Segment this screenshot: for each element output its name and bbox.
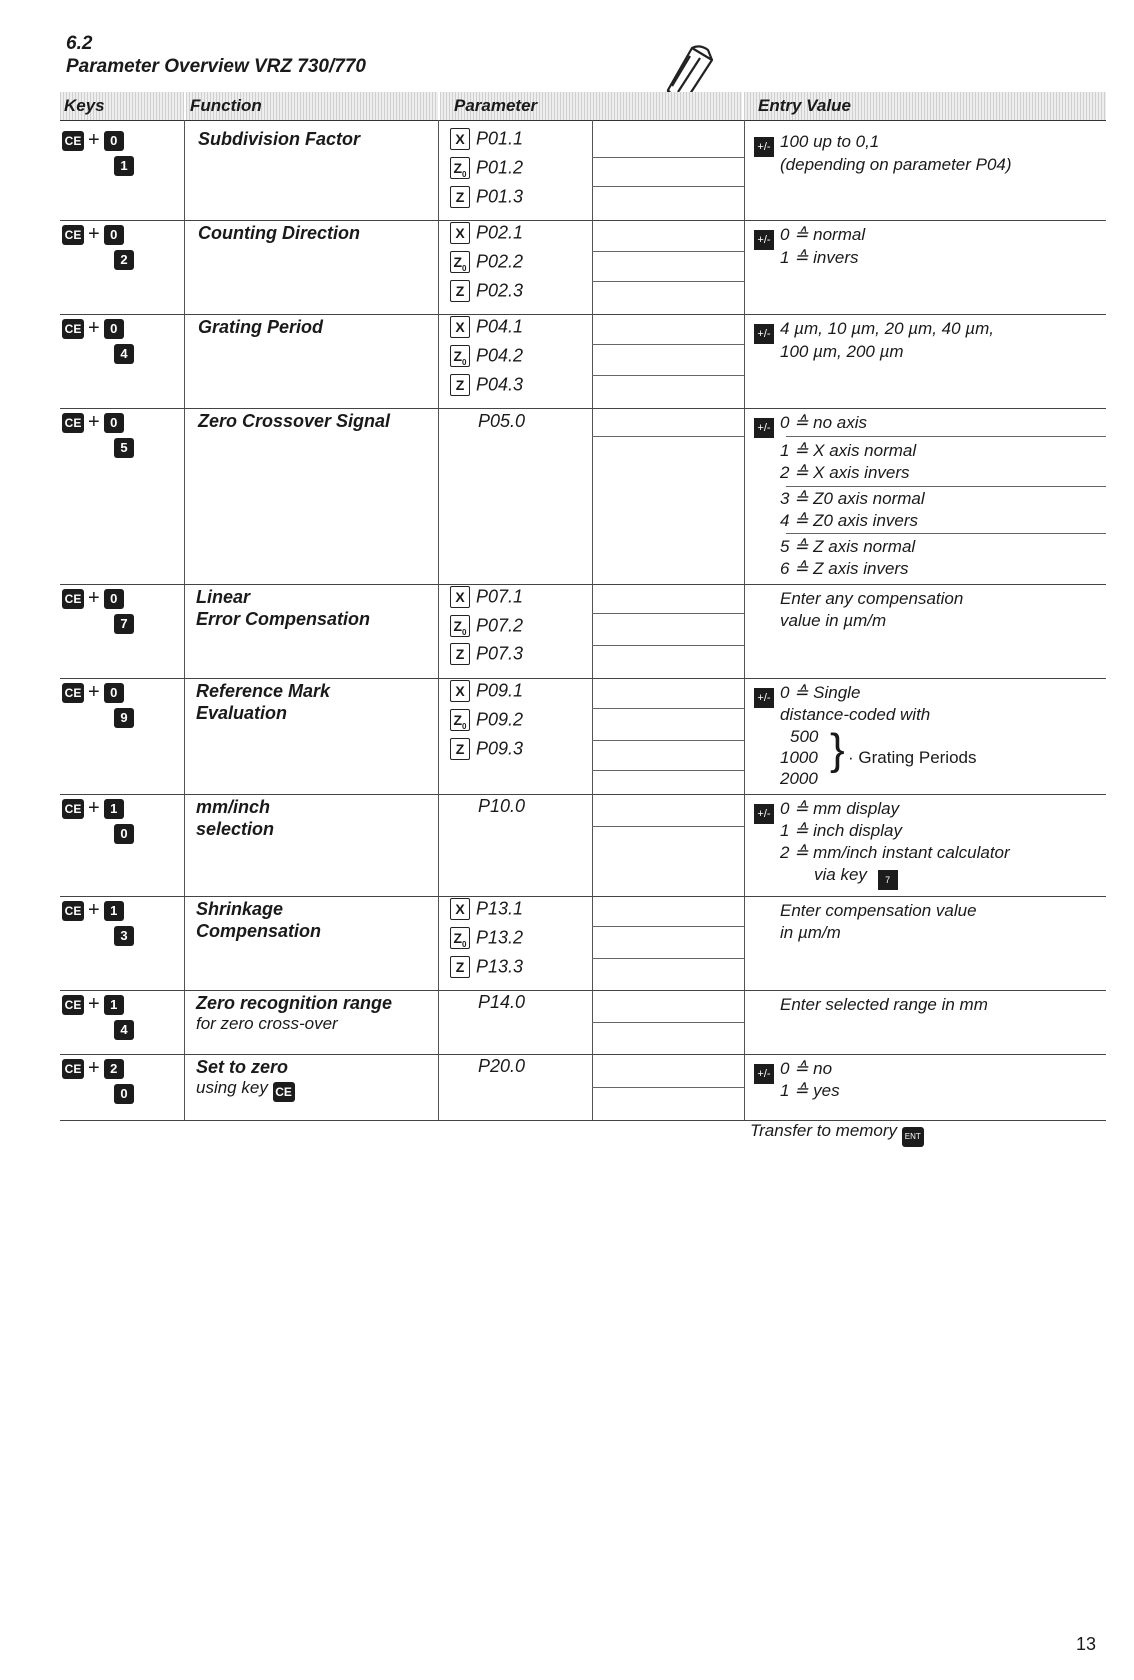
axis-z0-icon: $Z_0$ <box>450 709 470 731</box>
header-keys: Keys <box>60 92 184 120</box>
section-title: Parameter Overview VRZ 730/770 <box>66 56 366 77</box>
plus-minus-key-icon: +/- <box>754 1064 774 1084</box>
axis-x-icon: X <box>450 680 470 702</box>
axis-z0-icon: $Z_0$ <box>450 157 470 179</box>
key-digit: 0 <box>114 824 134 844</box>
axis-x-icon: X <box>450 128 470 150</box>
param-code: P01.1 <box>476 128 524 149</box>
axis-z-icon: Z <box>450 738 470 760</box>
function-label: Counting Direction <box>198 223 360 243</box>
function-label: Linear <box>196 587 251 607</box>
ce-key: CE <box>62 131 84 151</box>
ce-key: CE <box>62 901 84 921</box>
function-label: mm/inch <box>196 797 271 817</box>
function-sub: using key CE <box>196 1077 295 1102</box>
function-label: Set to zero <box>196 1057 289 1077</box>
param-code: P14.0 <box>478 992 526 1012</box>
key-digit: 0 <box>114 1084 134 1104</box>
param-code: P01.2 <box>476 157 524 178</box>
function-label: Grating Period <box>198 317 324 337</box>
key-digit: 1 <box>104 901 124 921</box>
axis-x-icon: X <box>450 222 470 244</box>
key-digit: 1 <box>104 995 124 1015</box>
page-number: 13 <box>1076 1634 1097 1654</box>
function-sub: for zero cross-over <box>196 1014 338 1033</box>
header-entry-value: Entry Value <box>744 92 1106 120</box>
section-number: 6.2 <box>66 33 93 54</box>
param-code: P10.0 <box>478 796 526 816</box>
ce-key: CE <box>62 799 84 819</box>
header-function: Function <box>186 92 438 120</box>
ce-key: CE <box>62 225 84 245</box>
param-code: P01.3 <box>476 186 524 207</box>
param-code: P05.0 <box>478 411 526 431</box>
key-digit: 7 <box>114 614 134 634</box>
ce-key: CE <box>62 413 84 433</box>
plus-minus-key-icon: +/- <box>754 137 774 157</box>
function-label: Evaluation <box>196 703 288 723</box>
ce-key: CE <box>62 319 84 339</box>
transfer-note: Transfer to memory ENT <box>750 1120 930 1147</box>
axis-z0-icon: $Z_0$ <box>450 251 470 273</box>
ent-key-icon: ENT <box>902 1127 924 1147</box>
axis-x-icon: X <box>450 316 470 338</box>
ce-key: CE <box>273 1082 295 1102</box>
key-digit: 0 <box>104 319 124 339</box>
function-label: Subdivision Factor <box>198 129 361 149</box>
key-digit: 1 <box>104 799 124 819</box>
key-digit: 0 <box>104 589 124 609</box>
function-label: Reference Mark <box>196 681 331 701</box>
axis-z0-icon: $Z_0$ <box>450 927 470 949</box>
axis-z-icon: Z <box>450 643 470 665</box>
plus-minus-key-icon: +/- <box>754 804 774 824</box>
key-digit: 3 <box>114 926 134 946</box>
key-digit: 2 <box>104 1059 124 1079</box>
ce-key: CE <box>62 995 84 1015</box>
function-label: Zero Crossover Signal <box>198 411 391 431</box>
table-row: CE + 0 <box>62 128 124 151</box>
ce-key: CE <box>62 589 84 609</box>
header-parameter: Parameter <box>440 92 742 120</box>
key-digit: 2 <box>114 250 134 270</box>
axis-z-icon: Z <box>450 374 470 396</box>
key-digit: 0 <box>104 131 124 151</box>
axis-z0-icon: $Z_0$ <box>450 615 470 637</box>
function-label: Compensation <box>196 921 322 941</box>
plus-minus-key-icon: +/- <box>754 230 774 250</box>
key-digit: 0 <box>104 683 124 703</box>
function-label: Zero recognition range <box>196 993 393 1013</box>
key-digit: 0 <box>104 413 124 433</box>
key-digit: 4 <box>114 344 134 364</box>
brace: } <box>830 725 845 774</box>
ce-key: CE <box>62 1059 84 1079</box>
function-label: Error Compensation <box>196 609 371 629</box>
key-7-icon: 7 <box>878 870 898 890</box>
plus-minus-key-icon: +/- <box>754 324 774 344</box>
ce-key: CE <box>62 683 84 703</box>
key-digit: 1 <box>114 156 134 176</box>
plus-minus-key-icon: +/- <box>754 688 774 708</box>
axis-z-icon: Z <box>450 280 470 302</box>
param-code: P20.0 <box>478 1056 526 1076</box>
axis-z0-icon: $Z_0$ <box>450 345 470 367</box>
axis-z-icon: Z <box>450 186 470 208</box>
axis-x-icon: X <box>450 898 470 920</box>
function-label: selection <box>196 819 275 839</box>
key-digit: 9 <box>114 708 134 728</box>
key-digit: 4 <box>114 1020 134 1040</box>
plus-minus-key-icon: +/- <box>754 418 774 438</box>
axis-x-icon: X <box>450 586 470 608</box>
key-digit: 5 <box>114 438 134 458</box>
function-label: Shrinkage <box>196 899 284 919</box>
key-digit: 0 <box>104 225 124 245</box>
axis-z-icon: Z <box>450 956 470 978</box>
